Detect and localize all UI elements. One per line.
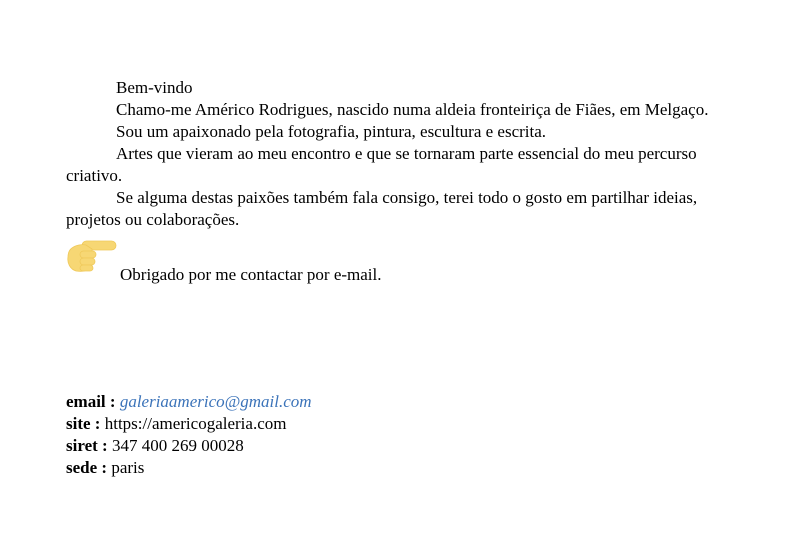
intro-section — [66, 77, 726, 293]
intro-paragraph: Sou um apaixonado pela fotografia, pintura, escultura e escrita. — [116, 122, 547, 141]
sede-value: paris — [111, 458, 145, 477]
thanks-row — [66, 239, 726, 293]
email-row — [66, 391, 312, 413]
greeting-text: Bem-vindo — [116, 78, 193, 97]
email-label: email : — [66, 392, 116, 411]
sede-label: sede : — [66, 458, 108, 477]
site-row — [66, 413, 312, 435]
pointing-hand-icon — [66, 239, 118, 277]
intro-paragraph: Se alguma destas paixões também fala consigo, terei todo o gosto em partilhar ideias, projetos ou colaborações. — [66, 188, 698, 229]
intro-paragraph: Artes que vieram ao meu encontro e que se tornaram parte essencial do meu percurso criativo. — [66, 144, 697, 185]
site-value: https://americogaleria.com — [104, 414, 287, 433]
site-label: site : — [66, 414, 101, 433]
siret-row — [66, 435, 312, 457]
email-link[interactable]: galeriaamerico@gmail.com — [119, 392, 312, 411]
siret-label: siret : — [66, 436, 108, 455]
thanks-text: Obrigado por me contactar por e-mail. — [120, 265, 382, 284]
intro-paragraph: Chamo-me Américo Rodrigues, nascido numa aldeia fronteiriça de Fiães, em Melgaço. — [116, 100, 709, 119]
contact-section — [66, 391, 312, 479]
sede-row — [66, 457, 312, 479]
siret-value: 347 400 269 00028 — [111, 436, 244, 455]
